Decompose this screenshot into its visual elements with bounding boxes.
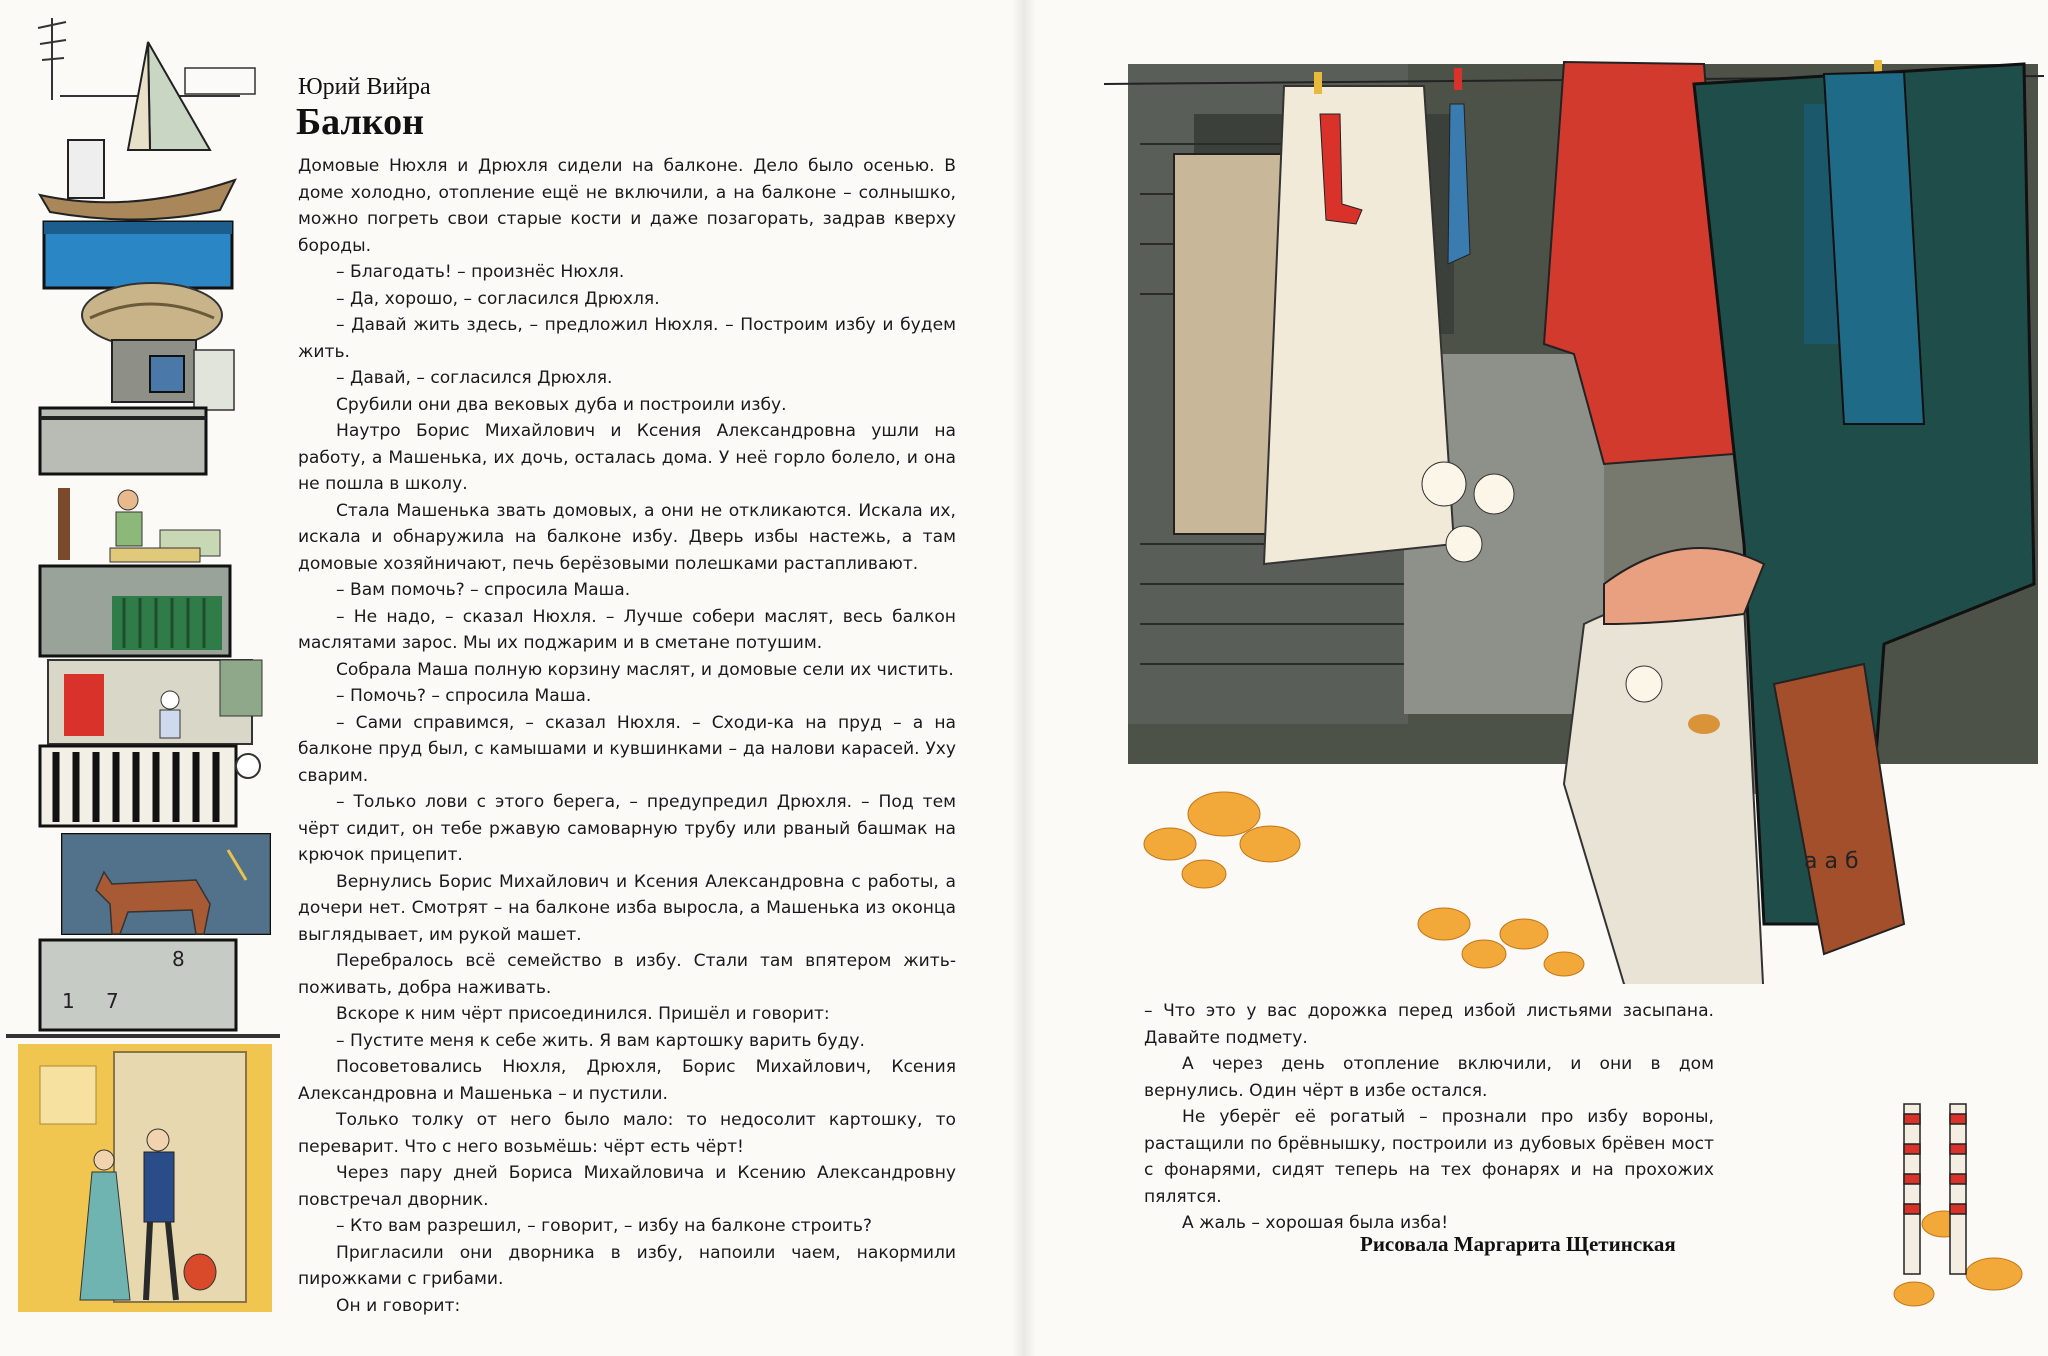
illustration-letters: а а б: [1804, 849, 1859, 874]
paragraph: Стала Машенька звать домовых, а они не откликаются. Искала их, искала и обнаружила на балконе избу. Дверь избы настежь, а там домовые хозяйничают, печь берёзовыми полешками растапливают.: [298, 500, 956, 574]
person-balcony: [58, 488, 220, 562]
paragraph: – Что это у вас дорожка перед избой листьями засыпана. Давайте подмету.: [1144, 1001, 1714, 1048]
svg-text:8: 8: [172, 947, 185, 971]
paragraph: Пригласили они дворника в избу, напоили чаем, накормили пирожками с грибами.: [298, 1242, 956, 1289]
paragraph: Домовые Нюхля и Дрюхля сидели на балконе. Дело было осенью. В доме холодно, отопление ещё не включили, а на балконе – солнышко, можно погреть свои старые кости и даже позагорать, задрав кверху бороды.: [298, 156, 956, 256]
hut-balcony: [82, 283, 234, 410]
paragraph: Не уберёг её рогатый – прознали про избу вороны, растащили по брёвнышку, построили из дубовых брёвен мост с фонарями, сидят теперь на тех фонарях и на прохожих пялятся.: [1144, 1107, 1714, 1207]
clock-icon: [236, 754, 260, 778]
paragraph: – Пустите меня к себе жить. Я вам картошку варить буду.: [336, 1030, 865, 1051]
paragraph: – Сами справимся, – сказал Нюхля. – Сходи-ка на пруд – а на балконе пруд был, с камышами и кувшинками – да налови карасей. Уху сварим.: [298, 712, 956, 786]
svg-text:1: 1: [62, 989, 75, 1013]
story-title: Балкон: [296, 101, 425, 143]
story-text-end: [1144, 998, 1714, 1237]
paragraph: А жаль – хорошая была изба!: [1182, 1213, 1449, 1233]
paragraph: – Давай жить здесь, – предложил Нюхля. – Построим избу и будем жить.: [298, 315, 956, 362]
paragraph: – Вам помочь? – спросила Маша.: [336, 580, 631, 600]
paragraph: Через пару дней Бориса Михайловича и Ксению Александровну повстречал дворник.: [298, 1163, 956, 1210]
paragraph: Посоветовались Нюхля, Дрюхля, Борис Михайлович, Ксения Александровна и Машенька – и пустили.: [298, 1057, 956, 1104]
paragraph: – Давай, – согласился Дрюхля.: [336, 368, 613, 388]
paragraph: Перебралось всё семейство в избу. Стали там впятером жить-поживать, добра наживать.: [298, 951, 956, 998]
svg-text:7: 7: [106, 989, 119, 1013]
paragraph: А через день отопление включили, и они в дом вернулись. Один чёрт в избе остался.: [1144, 1054, 1714, 1101]
paragraph: – Да, хорошо, – согласился Дрюхля.: [336, 288, 660, 309]
paragraph: – Кто вам разрешил, – говорит, – избу на балконе строить?: [336, 1216, 872, 1236]
paragraph: Вернулись Борис Михайлович и Ксения Александровна с работы, а дочери нет. Смотрят – на балконе изба выросла, а Машенька из оконца выглядывает, им рукой машет.: [298, 871, 956, 945]
balcony-tower-illustration: [0, 0, 290, 1356]
balcony-numbers: [40, 940, 236, 1030]
right-page: [1024, 0, 2048, 1356]
paragraph: Срубили они два вековых дуба и построили избу.: [336, 394, 787, 415]
doorway-couple: [18, 1044, 272, 1312]
illustrator-credit: Рисовала Маргарита Щетинская: [1360, 1232, 1676, 1256]
paragraph: – Благодать! – произнёс Нюхля.: [336, 262, 625, 282]
paragraph: Наутро Борис Михайлович и Ксения Александровна ушли на работу, а Машенька, их дочь, осталась дома. У неё горло болело, и она не пошла в школу.: [298, 421, 956, 494]
paragraph: Только толку от него было мало: то недосолит картошку, то переварит. Что с него возьмёшь: чёрт есть чёрт!: [298, 1110, 956, 1157]
paragraph: Собрала Маша полную корзину маслят, и домовые сели их чистить.: [336, 659, 954, 680]
paragraph: – Только лови с этого берега, – предупредил Дрюхля. – Под тем чёрт сидит, он тебе ржавую самоварную трубу или рваный башмак на крючок прицепит.: [298, 792, 956, 865]
paragraph: – Не надо, – сказал Нюхля. – Лучше собери маслят, весь балкон маслятами зарос. Мы их поджарим и в сметане потушим.: [298, 606, 956, 653]
paragraph: – Помочь? – спросила Маша.: [336, 686, 592, 706]
story-text: [298, 153, 956, 1319]
paragraph: Он и говорит:: [336, 1295, 461, 1316]
bearded-figure: [1564, 548, 1764, 1020]
striped-legs: [1904, 1104, 1966, 1274]
paragraph: Вскоре к ним чёрт присоединился. Пришёл и говорит:: [336, 1004, 830, 1024]
author-name: Юрий Вийра: [298, 74, 431, 100]
red-door-balcony: [48, 660, 262, 744]
dog-balcony: [62, 834, 270, 934]
